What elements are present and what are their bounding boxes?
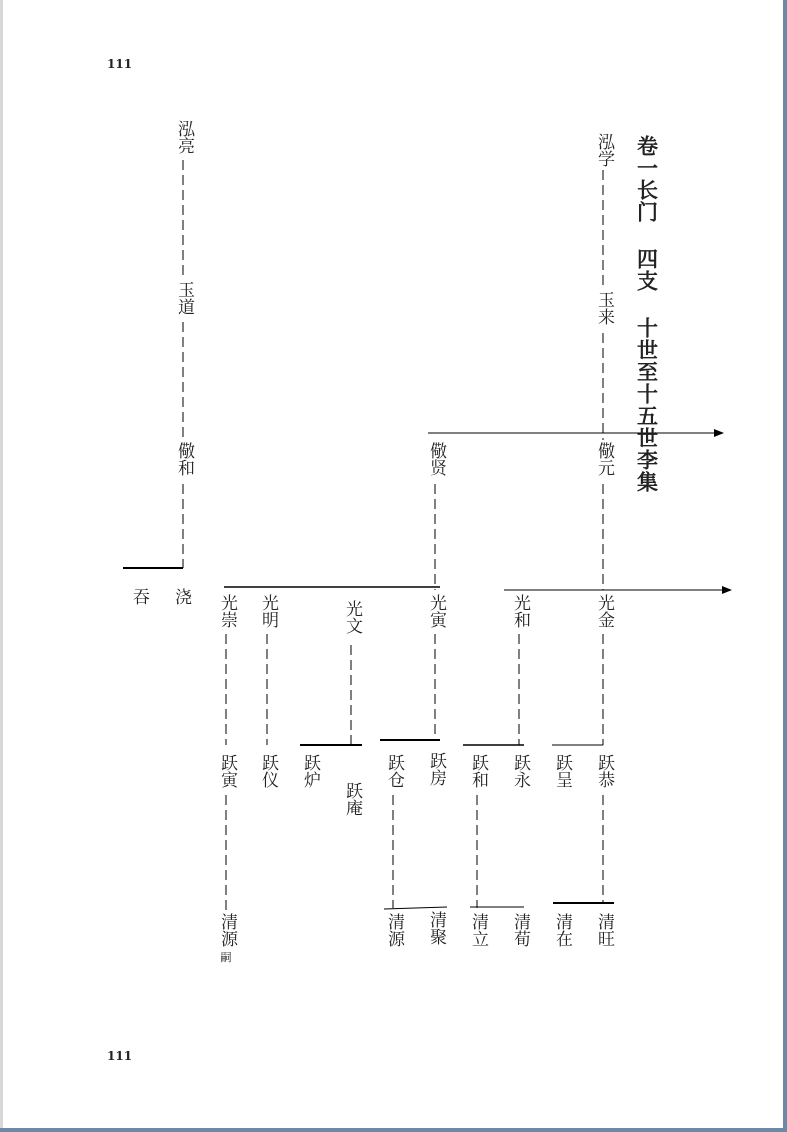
annotation-si: 嗣 <box>220 951 232 964</box>
page-number-top: 111 <box>107 57 133 71</box>
name-qingzai: 清在 <box>552 913 572 947</box>
name-hongxue: 泓学 <box>594 133 614 167</box>
name-yueyong: 跃永 <box>510 754 530 788</box>
name-qingyuan-2: 清源 <box>384 913 404 947</box>
name-hongliang: 泓亮 <box>174 120 194 154</box>
name-guanghe: 光和 <box>510 594 530 628</box>
name-yuefang: 跃房 <box>426 752 446 786</box>
name-guangming: 光明 <box>258 594 278 628</box>
name-guangchong: 光崇 <box>217 594 237 628</box>
page-title: 卷一长门 四支 十世至十五世李集 <box>634 135 659 493</box>
name-yudao: 玉道 <box>174 281 194 315</box>
page-number-bottom: 111 <box>107 1049 133 1063</box>
name-guangjin: 光金 <box>594 594 614 628</box>
name-yuean: 跃庵 <box>342 782 362 816</box>
name-yuecang: 跃仓 <box>384 754 404 788</box>
name-qingju: 清聚 <box>426 911 446 945</box>
name-guangwen: 光文 <box>342 600 362 634</box>
name-jingyuan: 儆元 <box>594 442 614 476</box>
name-yuehe: 跃和 <box>468 754 488 788</box>
name-qingli: 清立 <box>468 913 488 947</box>
name-qingyuan-1: 清源 <box>217 913 237 947</box>
name-jiao: 浇 <box>175 588 192 608</box>
name-yuelu: 跃炉 <box>300 754 320 788</box>
name-guangyin: 光寅 <box>426 594 446 628</box>
name-yulai: 玉来 <box>594 291 614 325</box>
name-qingwang: 清旺 <box>594 913 614 947</box>
name-jinghe: 儆和 <box>174 442 194 476</box>
name-yuecheng: 跃呈 <box>552 754 572 788</box>
name-yueyin: 跃寅 <box>217 754 237 788</box>
name-qingxun: 清荀 <box>510 913 530 947</box>
name-yueyi: 跃仪 <box>258 754 278 788</box>
name-tun: 吞 <box>133 588 150 608</box>
name-jingxian: 儆贤 <box>426 442 446 476</box>
name-yuegong: 跃恭 <box>594 754 614 788</box>
